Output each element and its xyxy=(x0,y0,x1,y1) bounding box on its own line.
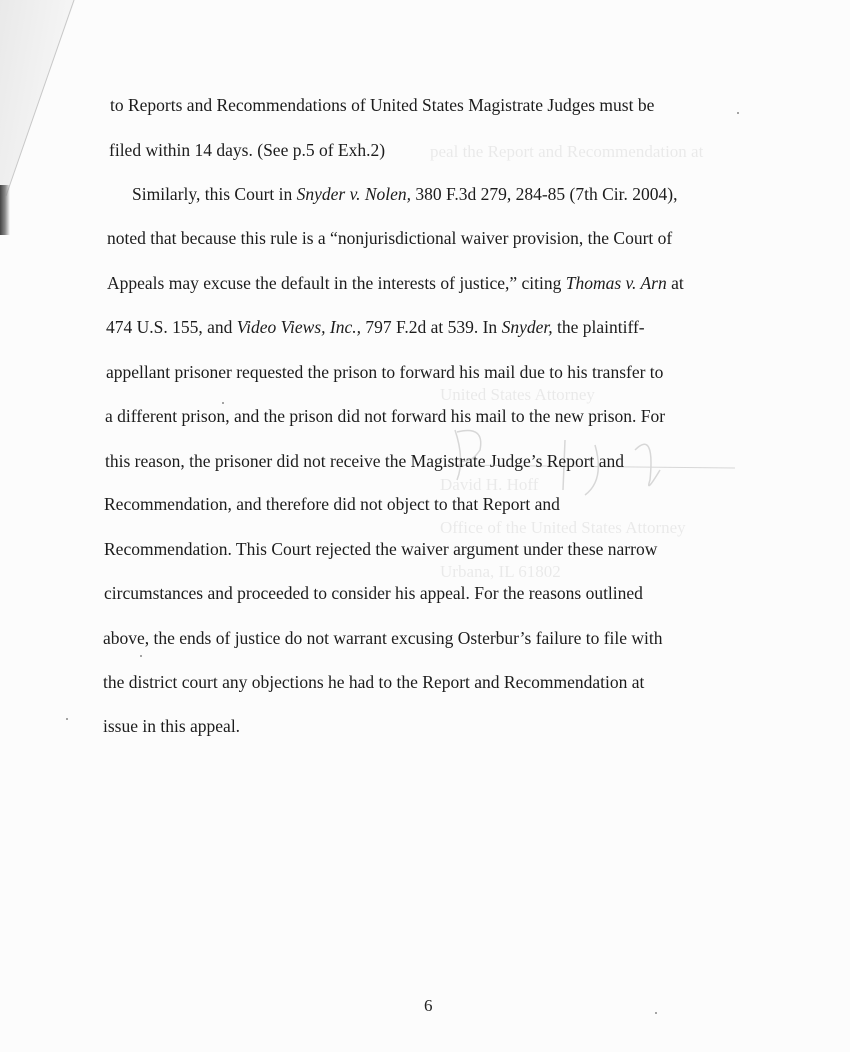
text-line-9: this reason, the prisoner did not receive the Magistrate Judge’s Report and xyxy=(105,451,625,471)
text-line-7: appellant prisoner requested the prison to forward his mail due to his transfer to xyxy=(106,362,664,382)
document-page: peal the Report and Recommendation at United States Attorney David H. Hoff Office of the United States Attorney Urbana, IL 61802 to Reports and Recommendations of United States Magistrate Judges must be filed within 14 days. (See p.5 of Exh.2) Similarly, this Court in Snyder v. Nolen, 380 F.3d 279, 284-85 (7th Cir. 2004), noted that because this rule is a “nonjurisdictional waiver provision, the Court of Appeals may excuse the default in the interests of justice,” citing Thomas v. Arn at 474 U.S. 155, and Video Views, Inc., 797 F.2d at 539. In Snyder, the plaintiff- appellant prisoner requested the prison to forward his mail due to his transfer to a different prison, and the prison did not forward his mail to the new prison. For this reason, the prisoner did not receive the Magistrate Judge’s Report and Recommendation, and therefore did not object to that Report and Recommendation. This Court rejected the waiver argument under these narrow circumstances and proceeded to consider his appeal. For the reasons outlined above, the ends of justice do not warrant excusing Osterbur’s failure to file with the district court any objections he had to the Report and Recommendation at issue in this appeal. 6 xyxy=(0,0,850,1052)
text-line-12: circumstances and proceeded to consider his appeal. For the reasons outlined xyxy=(104,583,643,603)
scan-speck xyxy=(655,1012,657,1014)
text-line-6: 474 U.S. 155, and Video Views, Inc., 797 F.2d at 539. In Snyder, the plaintiff- xyxy=(106,317,645,337)
case-name-video-views: Video Views, Inc., xyxy=(236,317,362,337)
binding-shadow xyxy=(0,185,10,235)
scan-speck xyxy=(737,112,739,114)
scan-speck xyxy=(222,402,224,404)
text-line-14: the district court any objections he had to the Report and Recommendation at xyxy=(103,672,645,692)
page-number: 6 xyxy=(424,996,433,1015)
scan-speck xyxy=(66,718,68,720)
scan-speck xyxy=(140,655,142,657)
text-line-15: issue in this appeal. xyxy=(103,716,241,736)
text-line-10: Recommendation, and therefore did not object to that Report and xyxy=(104,494,560,514)
text-line-8: a different prison, and the prison did not forward his mail to the new prison. For xyxy=(105,406,666,426)
text-line-1: to Reports and Recommendations of United States Magistrate Judges must be xyxy=(110,95,655,115)
case-name-snyder: Snyder v. Nolen, xyxy=(296,184,412,204)
text-line-11: Recommendation. This Court rejected the waiver argument under these narrow xyxy=(104,539,658,559)
text-line-13: above, the ends of justice do not warrant excusing Osterbur’s failure to file with xyxy=(103,628,663,648)
case-name-thomas: Thomas v. Arn xyxy=(565,273,667,293)
folded-corner xyxy=(0,0,80,200)
text-line-4: noted that because this rule is a “nonjurisdictional waiver provision, the Court of xyxy=(107,228,673,248)
text-line-2: filed within 14 days. (See p.5 of Exh.2) xyxy=(109,140,386,160)
text-line-5: Appeals may excuse the default in the interests of justice,” citing Thomas v. Arn at xyxy=(107,273,684,293)
case-name-snyder-2: Snyder, xyxy=(501,317,553,337)
text-line-3: Similarly, this Court in Snyder v. Nolen, 380 F.3d 279, 284-85 (7th Cir. 2004), xyxy=(132,184,678,204)
